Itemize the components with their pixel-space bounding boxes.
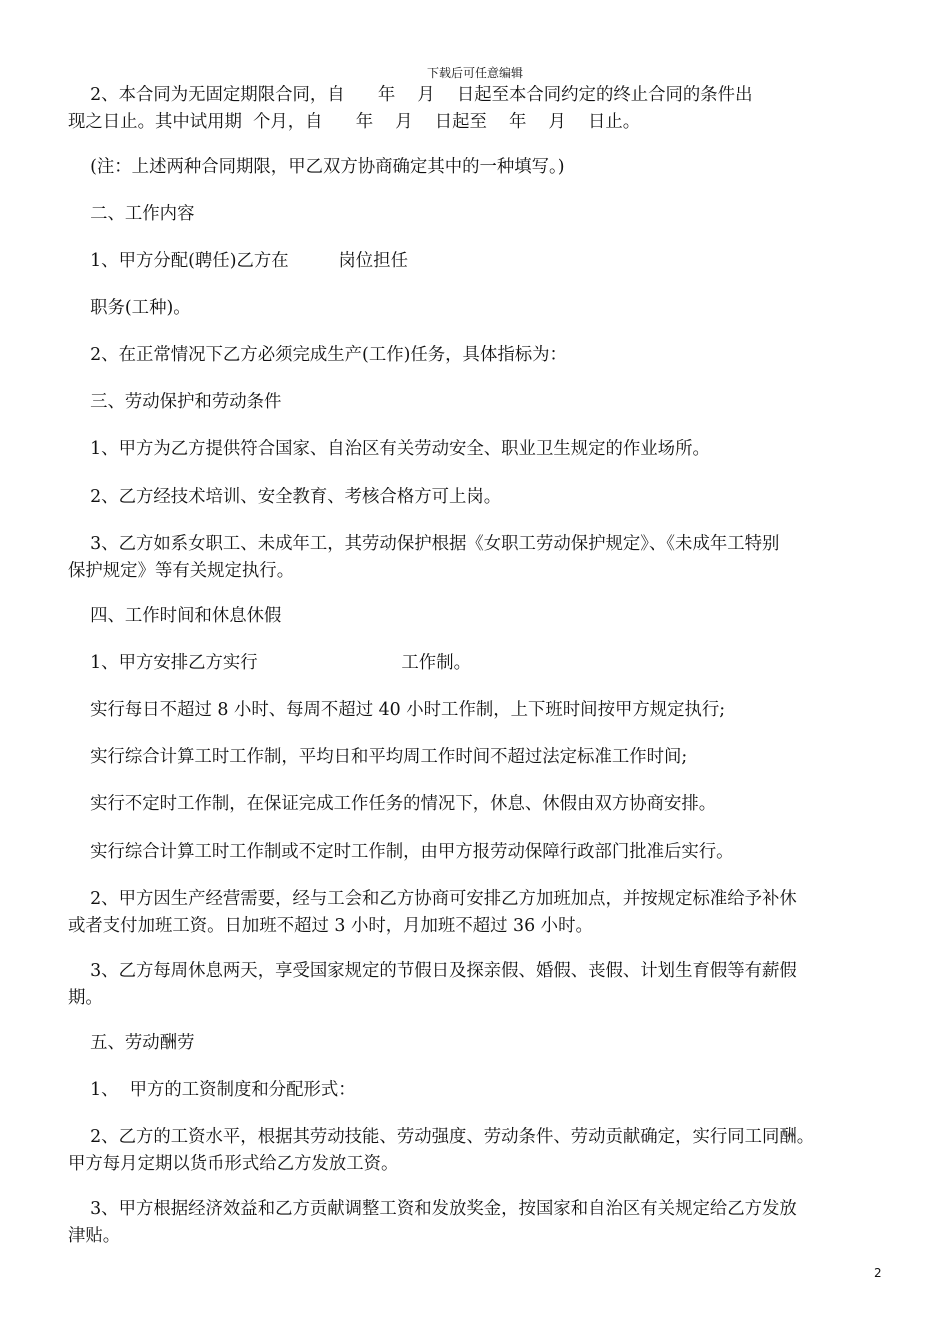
paragraph-work-assignment: 1、甲方分配(聘任)乙方在 岗位担任 <box>68 251 408 271</box>
paragraph-approval: 实行综合计算工时工作制或不定时工作制，由甲方报劳动保障行政部门批准后实行。 <box>68 842 734 862</box>
section-heading-labor-protection: 三、劳动保护和劳动条件 <box>68 392 282 412</box>
paragraph-term-note: (注：上述两种合同期限，甲乙双方协商确定其中的一种填写。) <box>68 157 565 177</box>
paragraph-comprehensive-hours: 实行综合计算工时工作制，平均日和平均周工作时间不超过法定标准工作时间; <box>68 747 688 767</box>
page-number: 2 <box>874 1266 882 1280</box>
paragraph-production-tasks: 2、在正常情况下乙方必须完成生产(工作)任务，具体指标为： <box>68 345 567 365</box>
paragraph-wage-system: 1、 甲方的工资制度和分配形式： <box>68 1080 356 1100</box>
paragraph-overtime: 2、甲方因生产经营需要，经与工会和乙方协商可安排乙方加班加点，并按规定标准给予补休 或者支付加班工资。日加班不超过 3 小时，月加班不超过 36 小时。 <box>68 889 797 936</box>
header-note: 下载后可任意编辑 <box>426 66 523 80</box>
paragraph-standard-hours: 实行每日不超过 8 小时、每周不超过 40 小时工作制，上下班时间按甲方规定执行; <box>68 700 726 720</box>
paragraph-job-title: 职务(工种)。 <box>68 298 191 318</box>
paragraph-training: 2、乙方经技术培训、安全教育、考核合格方可上岗。 <box>68 487 502 507</box>
paragraph-flexible-hours: 实行不定时工作制，在保证完成工作任务的情况下，休息、休假由双方协商安排。 <box>68 794 717 814</box>
section-heading-working-hours: 四、工作时间和休息休假 <box>68 606 282 626</box>
paragraph-female-minor-protection: 3、乙方如系女职工、未成年工，其劳动保护根据《女职工劳动保护规定》、《未成年工特别 保护规定》等有关规定执行。 <box>68 534 780 581</box>
paragraph-rest-days: 3、乙方每周休息两天，享受国家规定的节假日及探亲假、婚假、丧假、计划生育假等有薪假 期。 <box>68 961 797 1008</box>
paragraph-workplace: 1、甲方为乙方提供符合国家、自治区有关劳动安全、职业卫生规定的作业场所。 <box>68 439 710 459</box>
section-heading-work-content: 二、工作内容 <box>68 204 195 224</box>
paragraph-bonus-allowance: 3、甲方根据经济效益和乙方贡献调整工资和发放奖金，按国家和自治区有关规定给乙方发放 津贴。 <box>68 1199 797 1246</box>
paragraph-work-system: 1、甲方安排乙方实行 工作制。 <box>68 653 471 673</box>
section-heading-remuneration: 五、劳动酬劳 <box>68 1033 195 1053</box>
paragraph-contract-term-2: 2、本合同为无固定期限合同，自 年 月 日起至本合同约定的终止合同的条件出 现之日止。其中试用期 个月，自 年 月 日起至 年 月 日止。 <box>68 85 753 132</box>
paragraph-wage-level: 2、乙方的工资水平，根据其劳动技能、劳动强度、劳动条件、劳动贡献确定，实行同工同酬。 甲方每月定期以货币形式给乙方发放工资。 <box>68 1127 815 1174</box>
